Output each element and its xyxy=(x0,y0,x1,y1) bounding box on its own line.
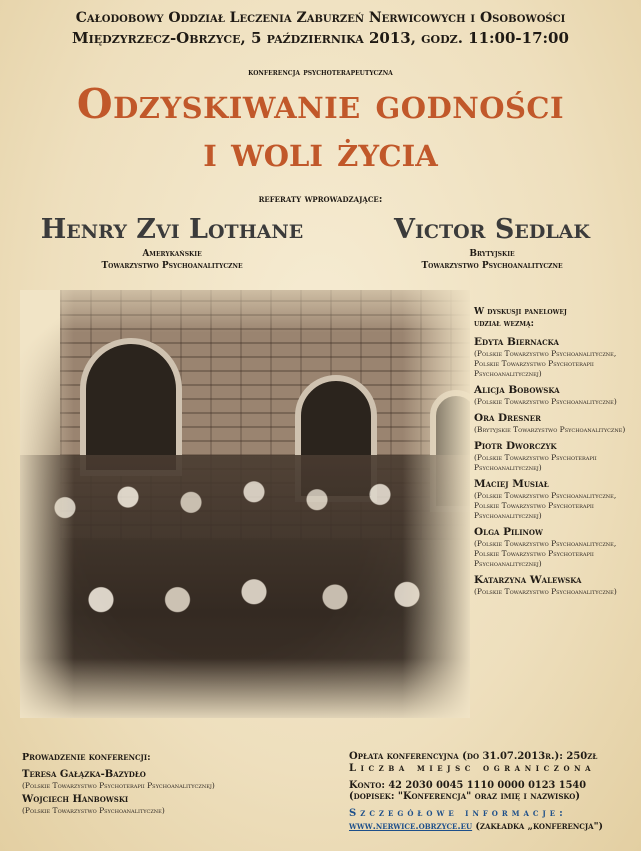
panelist-name: Ora Dresner xyxy=(474,412,541,424)
panelist-name: Edyta Biernacka xyxy=(474,336,559,348)
panelist-name: Katarzyna Walewska xyxy=(474,574,582,586)
panelist xyxy=(474,440,639,473)
speaker-name: Henry Zvi Lothane xyxy=(40,214,304,245)
panelist-affiliation: (Polskie Towarzystwo Psychoanalityczne) xyxy=(474,397,617,406)
speaker-sedlak xyxy=(383,214,601,272)
panelist-name: Piotr Dworczyk xyxy=(474,440,557,452)
limited-seats: Liczba miejsc ograniczona xyxy=(349,763,596,774)
speaker-affiliation-2: Towarzystwo Psychoanalityczne xyxy=(421,261,563,271)
speaker-affiliation-1: Brytyjskie xyxy=(469,249,515,259)
leader-name: Teresa Gałązka-Bazydło xyxy=(22,769,146,780)
conference-label: konferencja psychoterapeutyczna xyxy=(248,68,393,78)
panel-title-line-2: udział wezmą: xyxy=(474,319,534,329)
panelist-name: Alicja Bobowska xyxy=(474,384,560,396)
panelist-name: Olga Pilinow xyxy=(474,526,543,538)
panelist-affiliation: (Polskie Towarzystwo Psychoanalityczne, Polskie Towarzystwo Psychoterapii Psychoanalitycznej) xyxy=(474,491,617,520)
speaker-affiliation-1: Amerykańskie xyxy=(142,249,202,259)
organizer-line: Całodobowy Oddział Leczenia Zaburzeń Nerwicowych i Osobowości xyxy=(75,10,566,26)
panelist-affiliation: (Polskie Towarzystwo Psychoanalityczne) xyxy=(474,587,617,596)
details-label: Szczegółowe informacje: xyxy=(349,808,567,819)
panel-title xyxy=(474,306,639,330)
panel-discussion xyxy=(474,306,639,602)
speaker-name: Victor Sedlak xyxy=(394,214,590,245)
title-line-1: Odzyskiwanie godności xyxy=(76,80,565,128)
website-note: (zakładka „konferencja") xyxy=(475,821,604,832)
website-link[interactable]: www.nerwice.obrzyce.eu xyxy=(349,821,473,832)
intro-label: referaty wprowadzające: xyxy=(258,194,383,205)
panelist-affiliation: (Brytyjskie Towarzystwo Psychoanalityczne) xyxy=(474,425,626,434)
panelist xyxy=(474,412,639,435)
leader-affiliation: (Polskie Towarzystwo Psychoanalityczne) xyxy=(22,806,165,815)
speaker-lothane xyxy=(30,214,314,272)
venue-date-line: Międzyrzecz-Obrzyce, 5 października 2013, godz. 11:00-17:00 xyxy=(72,29,569,47)
leader-name: Wojciech Hanbowski xyxy=(22,794,129,805)
bank-note: (dopisek: "Konferencja" oraz imię i nazwisko) xyxy=(349,791,580,802)
leader-affiliation: (Polskie Towarzystwo Psychoterapii Psychoanalitycznej) xyxy=(22,781,215,790)
panelist-affiliation: (Polskie Towarzystwo Psychoterapii Psychoanalitycznej) xyxy=(474,453,597,472)
bank-account: Konto: 42 2030 0045 1110 0000 0123 1540 xyxy=(349,780,587,791)
panel-title-line-1: W dyskusji panelowej xyxy=(474,307,567,317)
website-line xyxy=(349,821,639,832)
panelist xyxy=(474,384,639,407)
leaders-title: Prowadzenie konferencji: xyxy=(22,752,151,763)
speaker-affiliation-2: Towarzystwo Psychoanalityczne xyxy=(101,261,243,271)
photo-vignette xyxy=(20,290,470,718)
panelist-affiliation: (Polskie Towarzystwo Psychoanalityczne, Polskie Towarzystwo Psychoterapii Psychoanalitycznej) xyxy=(474,539,617,568)
registration-info xyxy=(349,751,639,832)
panelist xyxy=(474,478,639,521)
panelist xyxy=(474,336,639,379)
panelist-name: Maciej Musiał xyxy=(474,478,549,490)
panelist xyxy=(474,574,639,597)
conference-leaders xyxy=(22,752,342,819)
title-line-2: i woli życia xyxy=(203,128,438,176)
panelist xyxy=(474,526,639,569)
historical-group-photo xyxy=(20,290,470,718)
fee-line: Opłata konferencyjna (do 31.07.2013r.): 250zł xyxy=(349,751,598,762)
panelist-affiliation: (Polskie Towarzystwo Psychoanalityczne, Polskie Towarzystwo Psychoterapii Psychoanalitycznej) xyxy=(474,349,617,378)
